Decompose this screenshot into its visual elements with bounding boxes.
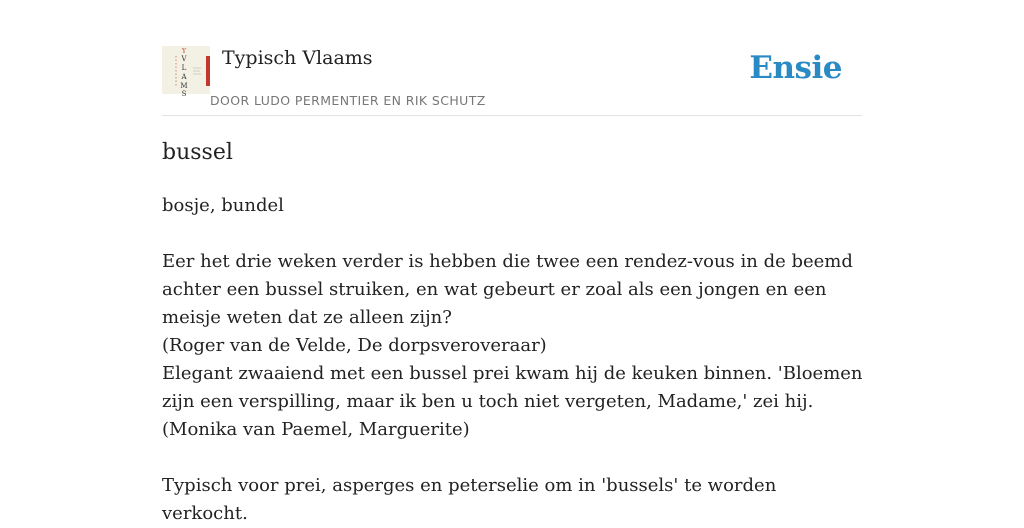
quote-text-2: Elegant zwaaiend met een bussel prei kwam hij de keuken binnen. 'Bloemen zijn een verspilling, maar ik ben u toch niet vergeten, Madame,' zei hij. (162, 363, 863, 412)
quote-source-2: (Monika van Paemel, Marguerite) (162, 419, 470, 440)
ensie-logo[interactable]: Ensie (749, 50, 842, 86)
entry-headword: bussel (162, 140, 233, 165)
svg-text:S: S (181, 90, 187, 98)
header (162, 44, 862, 116)
svg-text:Y: Y (182, 48, 186, 55)
paragraph-gap (162, 444, 867, 472)
book-authors: DOOR LUDO PERMENTIER EN RIK SCHUTZ (210, 93, 486, 108)
entry-definition: bosje, bundel (162, 195, 284, 216)
paragraph-gap (162, 220, 867, 248)
svg-text:A: A (181, 73, 187, 81)
book-cover-logo-icon[interactable] (162, 46, 210, 98)
entry-content (162, 192, 867, 528)
quote-text-1: Eer het drie weken verder is hebben die twee een rendez-vous in de beemd achter een bussel struiken, en wat gebeurt er zoal als een jongen en een meisje weten dat ze alleen zijn? (162, 251, 853, 328)
svg-text:M: M (180, 82, 188, 90)
entry-note: Typisch voor prei, asperges en peterselie om in 'bussels' te worden verkocht. (162, 475, 777, 524)
svg-text:V: V (181, 55, 187, 63)
book-title[interactable]: Typisch Vlaams (222, 47, 373, 69)
svg-text:L: L (181, 64, 187, 72)
quote-source-1: (Roger van de Velde, De dorpsveroveraar) (162, 335, 547, 356)
